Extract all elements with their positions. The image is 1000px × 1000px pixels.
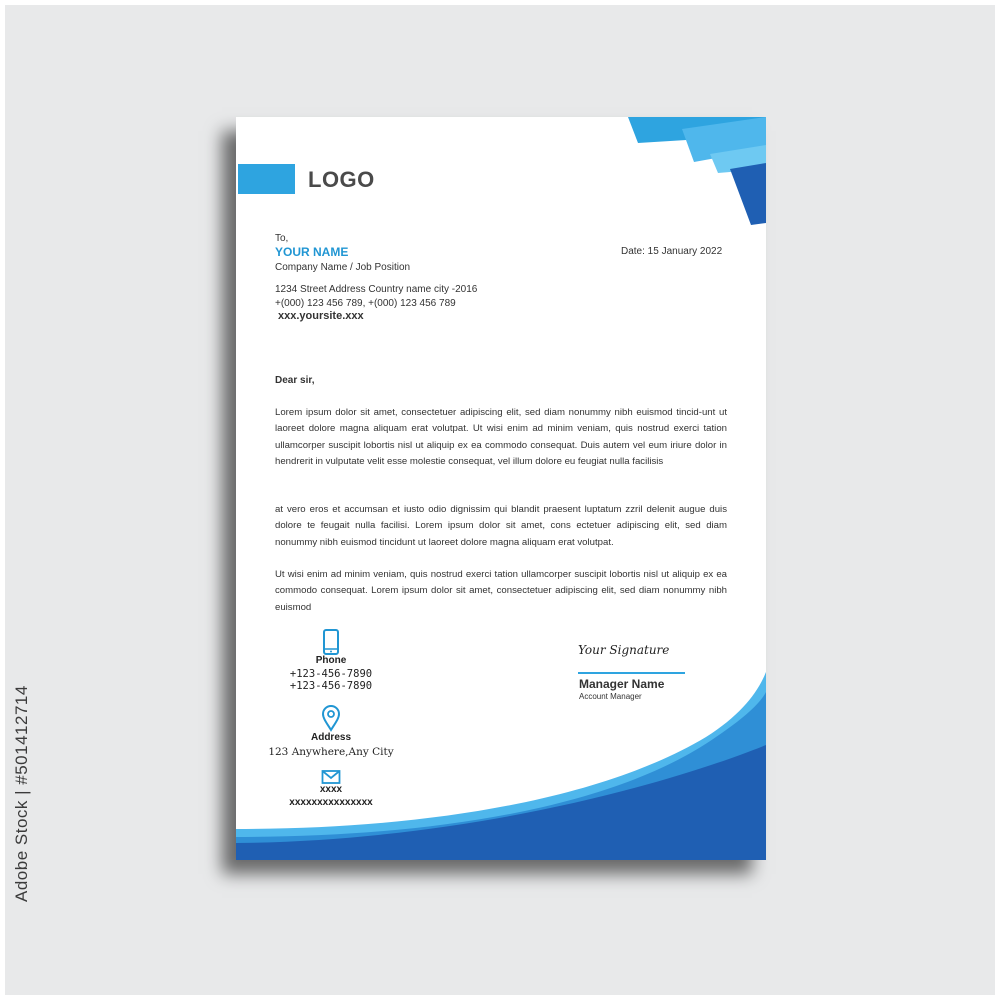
sender-phones: +(000) 123 456 789, +(000) 123 456 789: [275, 298, 456, 309]
recipient-to: To,: [275, 233, 289, 244]
recipient-name: YOUR NAME: [275, 245, 349, 259]
body-paragraph-2: at vero eros et accumsan et iusto odio dignissim qui blandit praesent luptatum zzril delenit augue duis dolore te feugait nulla facilisi. Lorem ipsum dolor sit amet, cons ectetuer adipiscing elit, sed diam nonummy nibh euismod tincidunt ut laoreet dolore magna aliquam erat volutpat.: [275, 504, 727, 548]
manager-title: Account Manager: [579, 692, 642, 701]
body-paragraph-3: Ut wisi enim ad minim veniam, quis nostrud exerci tation ullamcorper suscipit lobortis nisl ut aliquip ex ea commodo consequat. Lorem ipsum dolor sit amet, consectetuer adipiscing elit, sed diam nonummy nibh euismod: [275, 569, 727, 613]
sender-address: 1234 Street Address Country name city -2016: [275, 284, 478, 295]
phone-number-2: +123-456-7890: [289, 679, 373, 692]
email-value: xxxxxxxxxxxxxxx: [289, 797, 373, 808]
letterhead-page: [236, 117, 766, 860]
phone-values: [281, 669, 381, 692]
stock-id: Adobe Stock | #501412714: [12, 685, 31, 902]
letter-date: Date: 15 January 2022: [621, 246, 723, 257]
location-pin-icon: [320, 704, 342, 732]
logo-mark: [238, 164, 295, 194]
phone-label: Phone: [315, 655, 347, 666]
manager-name: Manager Name: [579, 677, 665, 691]
mail-icon: [321, 769, 341, 785]
mockup-background: [5, 5, 995, 995]
address-value: 123 Anywhere,Any City: [268, 746, 394, 758]
address-label: Address: [310, 732, 351, 743]
signature-script: Your Signature: [578, 643, 670, 657]
recipient-company: Company Name / Job Position: [275, 262, 411, 273]
body-paragraph-1: Lorem ipsum dolor sit amet, consectetuer adipiscing elit, sed diam nonummy nibh euismod tincid-unt ut laoreet dolore magna aliquam erat volutpat. Ut wisi enim ad minim veniam, quis nostrud exerci tation ullamcorper suscipit lobortis nisl ut aliquip ex ea commodo consequat. Duis autem vel eum iriure dolor in hendrerit in vulputate velit esse molestie consequat, vel illum dolore eu feugiat nulla facilisis: [275, 407, 727, 467]
phone-icon: [320, 629, 342, 655]
email-label: xxxx: [319, 784, 343, 795]
sender-website: xxx.yoursite.xxx: [278, 310, 364, 322]
signature-line: [578, 672, 685, 674]
greeting: Dear sir,: [275, 375, 315, 386]
corner-shape-4: [730, 163, 766, 225]
phone-number-1: +123-456-7890: [289, 668, 373, 680]
logo-text: LOGO: [308, 167, 375, 192]
